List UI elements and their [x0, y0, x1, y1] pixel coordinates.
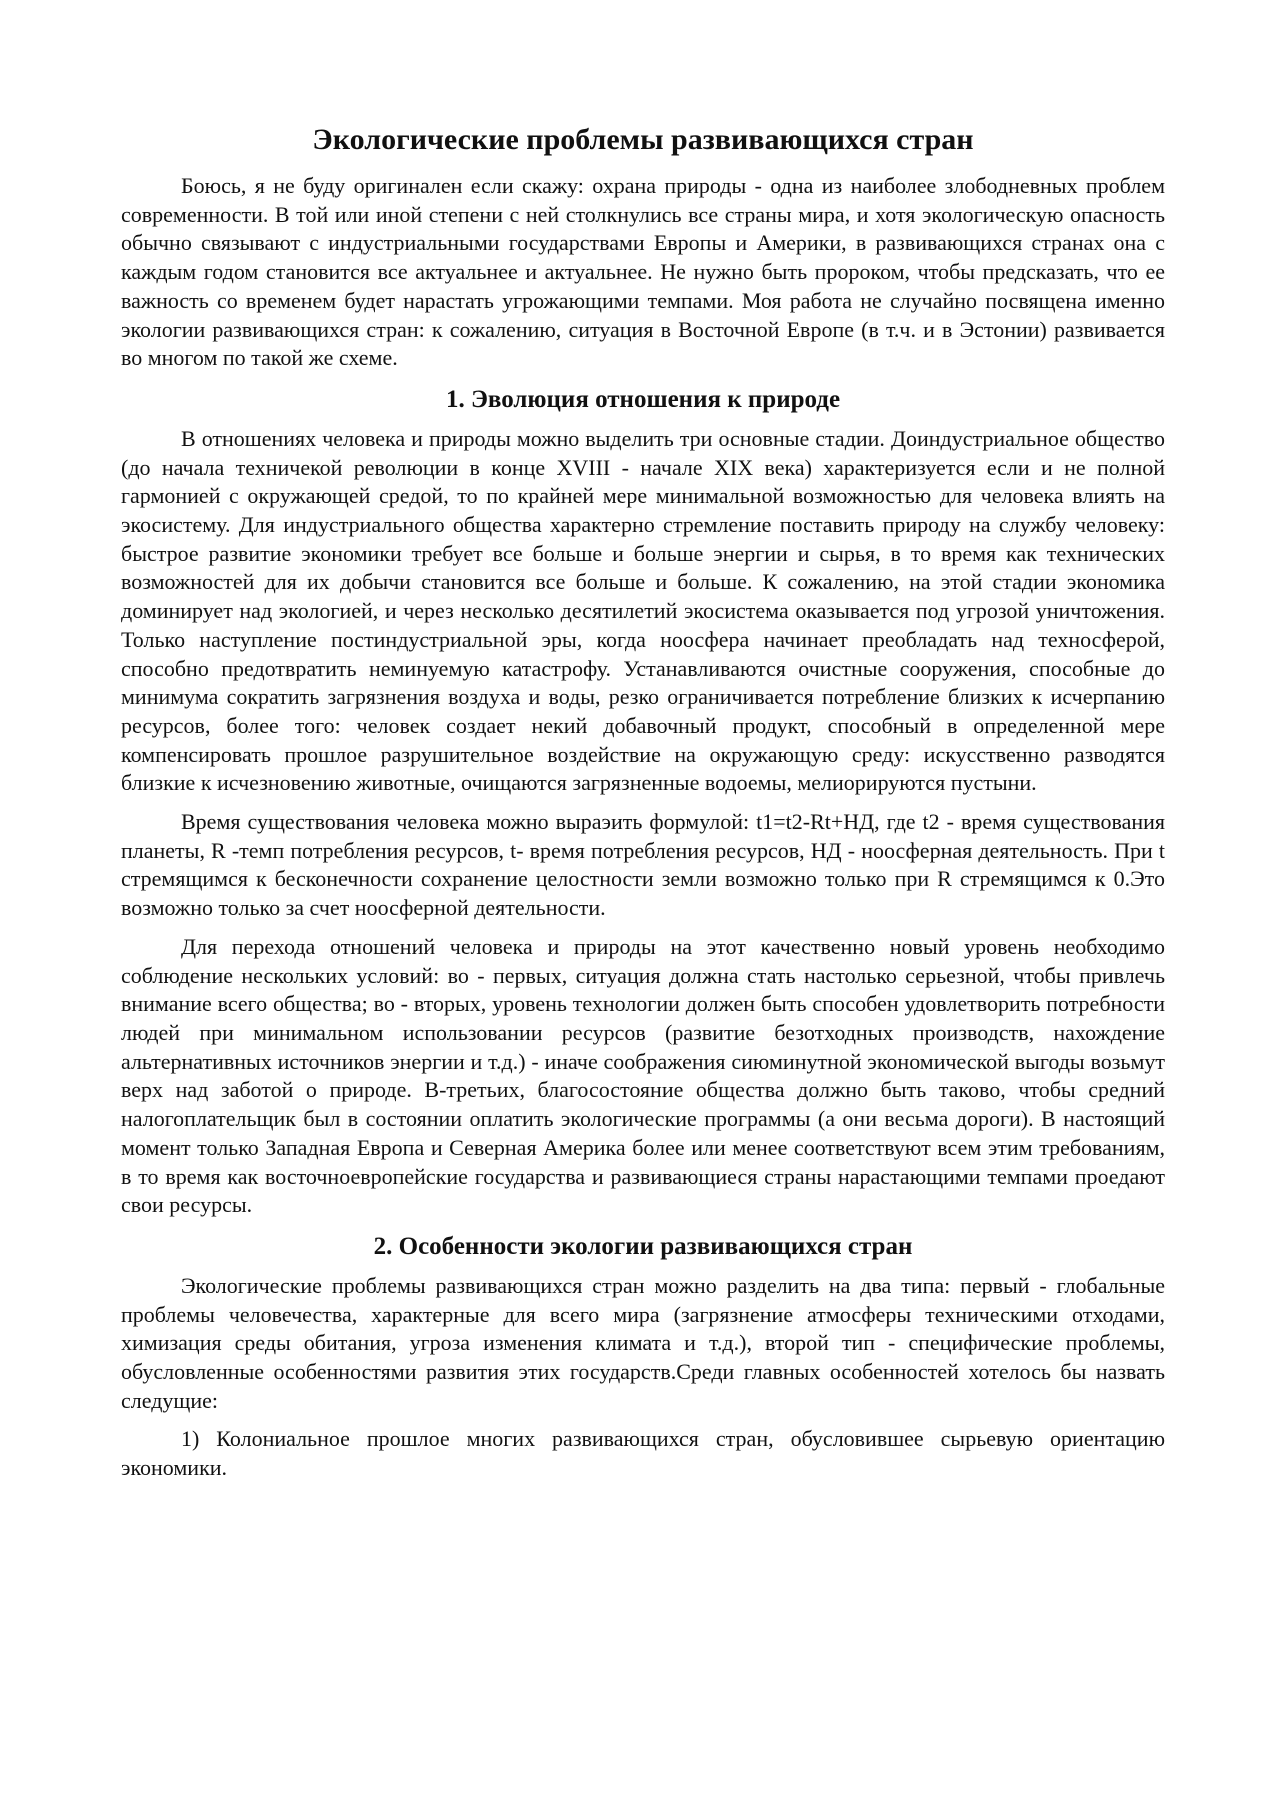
section-2-paragraph-1: Экологические проблемы развивающихся стран можно разделить на два типа: первый - глобальные проблемы человечества, характерные для всего мира (загрязнение атмосферы техническими отходами, химизация среды обитания, угроза изменения климата и т.д.), второй тип - специфические проблемы, обусловленные особенностями развития этих государств.Среди главных особенностей хотелось бы назвать следущие: — [121, 1272, 1165, 1413]
section-1-paragraph-2: Время существования человека можно выраэить формулой: t1=t2-Rt+НД, где t2 - время существования планеты, R -темп потребления ресурсов, t- время потребления ресурсов, НД - ноосферная деятельность. При t стремящимся к бесконечности сохранение целостности земли возможно только при R стремящимся к 0.Это возможно только за счет ноосферной деятельности. — [121, 809, 1165, 921]
section-1-heading: 1. Эволюция отношения к природе — [445, 385, 841, 413]
document-title: Экологические проблемы развивающихся стран — [312, 123, 974, 156]
section-2-paragraph-2: 1) Колониальное прошлое многих развивающихся стран, обусловившее сырьевую ориентацию экономики. — [121, 1426, 1165, 1481]
intro-paragraph: Боюсь, я не буду оригинален если скажу: охрана природы - одна из наиболее злободневных проблем современности. В той или иной степени с ней столкнулись все страны мира, и хотя экологическую опасность обычно связывают с индустриальными государствами Европы и Америки, в развивающихся странах она с каждым годом становится все актуальнее и актуальнее. Не нужно быть пророком, чтобы предсказать, что ее важность со временем будет нарастать угрожающими темпами. Моя работа не случайно посвящена именно экологии развивающихся стран: к сожалению, ситуация в Восточной Европе (в т.ч. и в Эстонии) развивается во многом по такой же схеме. — [121, 173, 1165, 371]
section-1-paragraph-1: В отношениях человека и природы можно выделить три основные стадии. Доиндустриальное общество (до начала техничекой революции в конце XVIII - начале XIX века) характеризуется если и не полной гармонией с окружающей средой, то по крайней мере минимальной возможностью для человека влиять на экосистему. Для индустриального общества характерно стремление поставить природу на службу человеку: быстрое развитие экономики требует все больше и больше энергии и сырья, в то время как технических возможностей для их добычи становится все больше и больше. К сожалению, на этой стадии экономика доминирует над экологией, и через несколько десятилетий экосистема оказывается под угрозой уничтожения. Только наступление постиндустриальной эры, когда ноосфера начинает преобладать над техносферой, способно предотвратить неминуемую катастрофу. Устанавливаются очистные сооружения, способные до минимума сократить загрязнения воздуха и воды, резко ограничивается потребление близких к исчерпанию ресурсов, более того: человек создает некий добавочный продукт, способный в определенной мере компенсировать прошлое разрушительное воздействие на окружающую среду: искусственно разводятся близкие к исчезновению животные, очищаются загрязненные водоемы, мелиорируются пустыни. — [121, 425, 1165, 796]
section-1-paragraph-3: Для перехода отношений человека и природы на этот качественно новый уровень необходимо соблюдение нескольких условий: во - первых, ситуация должна стать настолько серьезной, чтобы привлечь внимание всего общества; во - вторых, уровень технологии должен быть способен удовлетворить потребности людей при минимальном использовании ресурсов (развитие безотходных производств, нахождение альтернативных источников энергии и т.д.) - иначе соображения сиюминутной экономической выгоды возьмут верх над заботой о природе. В-третьих, благосостояние общества должно быть таково, чтобы средний налогоплательщик был в состоянии оплатить экологические программы (а они весьма дороги). В настоящий момент только Западная Европа и Северная Америка более или менее соответствуют всем этим требованиям, в то время как восточноевропейские государства и развивающиеся страны нарастающими темпами проедают свои ресурсы. — [121, 933, 1165, 1218]
section-2-heading: 2. Особенности экологии развивающихся стран — [373, 1232, 913, 1260]
